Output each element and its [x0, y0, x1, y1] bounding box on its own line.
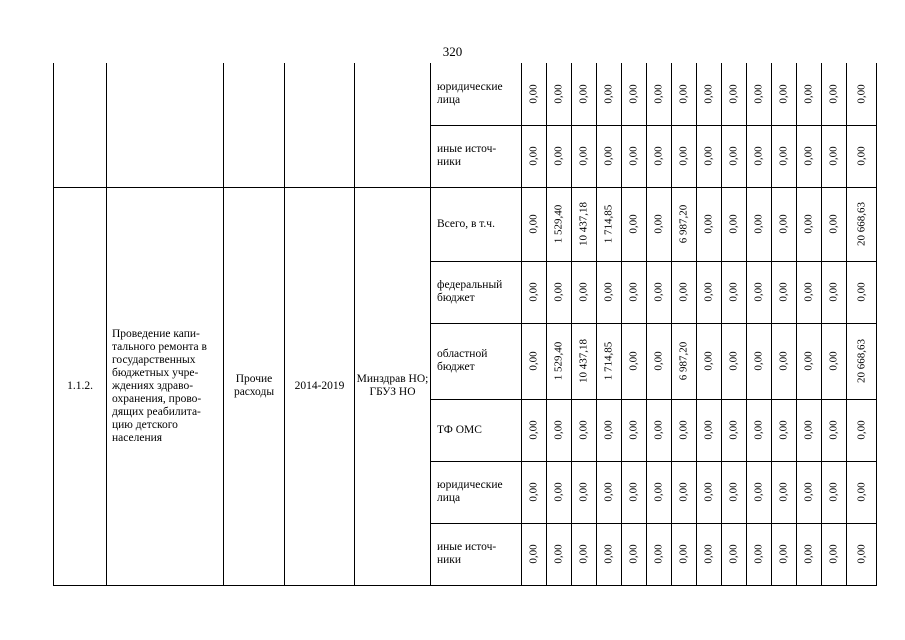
- value-text: 0,00: [627, 544, 640, 564]
- value-cell: [797, 461, 822, 523]
- expense-type-cell: [224, 63, 285, 187]
- value-text: 0,00: [802, 146, 815, 166]
- value-text: 0,00: [777, 214, 790, 234]
- executor-cell: [355, 63, 431, 187]
- value-text: 0,00: [577, 482, 590, 502]
- value-text: 0,00: [777, 482, 790, 502]
- value-cell: [672, 261, 697, 323]
- table-row: [54, 187, 877, 261]
- value-cell: [697, 461, 722, 523]
- value-cell: [722, 125, 747, 187]
- value-cell: [547, 523, 572, 585]
- value-text: 0,00: [552, 420, 565, 440]
- value-text: 0,00: [627, 146, 640, 166]
- value-cell: [797, 323, 822, 399]
- value-text: 0,00: [777, 282, 790, 302]
- value-text: 10 437,18: [577, 339, 590, 383]
- value-cell: [647, 63, 672, 125]
- funding-source-cell: ТФ ОМС: [431, 399, 522, 461]
- value-cell: [797, 187, 822, 261]
- value-text: 0,00: [727, 351, 740, 371]
- value-cell: [522, 125, 547, 187]
- value-text: 0,00: [855, 420, 867, 440]
- value-cell: [722, 63, 747, 125]
- value-cell: [772, 323, 797, 399]
- value-cell: [722, 261, 747, 323]
- value-text: 0,00: [577, 282, 590, 302]
- value-text: 1 714,85: [602, 341, 615, 381]
- value-text: 0,00: [527, 282, 540, 302]
- value-text: 0,00: [827, 544, 840, 564]
- value-cell: [672, 461, 697, 523]
- value-cell: [722, 399, 747, 461]
- value-cell: [547, 399, 572, 461]
- value-text: 0,00: [627, 84, 640, 104]
- value-text: 0,00: [752, 146, 765, 166]
- value-text: 0,00: [802, 544, 815, 564]
- value-cell: [597, 261, 622, 323]
- period-cell: [285, 63, 355, 187]
- value-cell: [547, 63, 572, 125]
- value-cell: [747, 399, 772, 461]
- value-cell: [547, 187, 572, 261]
- value-text: 0,00: [652, 214, 665, 234]
- value-text: 0,00: [752, 214, 765, 234]
- value-cell: [522, 63, 547, 125]
- value-cell: [822, 261, 847, 323]
- value-cell: [622, 261, 647, 323]
- value-text: 6 987,20: [677, 341, 690, 381]
- value-text: 0,00: [602, 482, 615, 502]
- value-cell: [547, 461, 572, 523]
- value-cell: [572, 399, 597, 461]
- value-cell: [572, 323, 597, 399]
- expense-type-cell: Прочие расходы: [224, 187, 285, 585]
- value-text: 0,00: [727, 84, 740, 104]
- value-text: 0,00: [802, 482, 815, 502]
- value-text: 0,00: [602, 84, 615, 104]
- value-cell: [647, 323, 672, 399]
- value-text: 0,00: [527, 351, 540, 371]
- value-text: 0,00: [727, 482, 740, 502]
- value-cell: [697, 523, 722, 585]
- value-cell: [572, 461, 597, 523]
- value-text: 0,00: [802, 282, 815, 302]
- value-cell: [847, 523, 877, 585]
- value-cell: [647, 523, 672, 585]
- value-text: 0,00: [552, 482, 565, 502]
- value-cell: [647, 125, 672, 187]
- value-text: 0,00: [702, 482, 715, 502]
- value-text: 0,00: [677, 146, 690, 166]
- value-cell: [747, 323, 772, 399]
- value-text: 0,00: [577, 420, 590, 440]
- value-text: 0,00: [627, 214, 640, 234]
- value-text: 0,00: [752, 482, 765, 502]
- funding-source-cell: иные источ-ники: [431, 125, 522, 187]
- value-text: 0,00: [777, 84, 790, 104]
- value-cell: [772, 399, 797, 461]
- value-text: 0,00: [702, 214, 715, 234]
- value-text: 0,00: [827, 84, 840, 104]
- funding-source-cell: Всего, в т.ч.: [431, 187, 522, 261]
- value-cell: [697, 399, 722, 461]
- value-cell: [747, 261, 772, 323]
- value-cell: [722, 323, 747, 399]
- value-text: 0,00: [855, 282, 867, 302]
- value-text: 0,00: [727, 420, 740, 440]
- value-cell: [747, 63, 772, 125]
- value-text: 0,00: [527, 482, 540, 502]
- funding-source-cell: федеральный бюджет: [431, 261, 522, 323]
- value-text: 0,00: [627, 482, 640, 502]
- value-text: 0,00: [727, 214, 740, 234]
- page-number: 320: [442, 44, 463, 59]
- value-text: 0,00: [627, 351, 640, 371]
- value-text: 0,00: [552, 544, 565, 564]
- funding-source-cell: юридические лица: [431, 63, 522, 125]
- value-text: 0,00: [577, 146, 590, 166]
- value-cell: [722, 523, 747, 585]
- value-cell: [847, 63, 877, 125]
- item-name-cell: Проведение капи-тального ремонта в государственных бюджетных учре-ждениях здраво-охранения, прово-дящих реабилита-цию детского населения: [107, 187, 224, 585]
- value-cell: [822, 323, 847, 399]
- value-text: 0,00: [652, 351, 665, 371]
- value-text: 0,00: [727, 282, 740, 302]
- value-text: 0,00: [652, 146, 665, 166]
- value-cell: [772, 461, 797, 523]
- value-text: 0,00: [777, 146, 790, 166]
- value-text: 0,00: [652, 482, 665, 502]
- value-text: 1 529,40: [552, 341, 565, 381]
- value-cell: [822, 63, 847, 125]
- value-cell: [772, 187, 797, 261]
- value-text: 1 529,40: [552, 204, 565, 244]
- value-text: 0,00: [855, 544, 867, 564]
- value-cell: [672, 187, 697, 261]
- funding-source-cell: областной бюджет: [431, 323, 522, 399]
- value-cell: [572, 125, 597, 187]
- value-cell: [622, 461, 647, 523]
- value-text: 0,00: [677, 282, 690, 302]
- value-text: 0,00: [652, 84, 665, 104]
- value-cell: [847, 125, 877, 187]
- value-cell: [547, 261, 572, 323]
- value-cell: [747, 187, 772, 261]
- value-text: 20 668,63: [855, 339, 867, 383]
- value-cell: [772, 523, 797, 585]
- value-cell: [797, 261, 822, 323]
- value-cell: [772, 125, 797, 187]
- value-text: 0,00: [827, 482, 840, 502]
- value-cell: [672, 399, 697, 461]
- value-cell: [847, 323, 877, 399]
- value-text: 0,00: [802, 84, 815, 104]
- value-text: 0,00: [752, 84, 765, 104]
- value-cell: [647, 399, 672, 461]
- value-cell: [572, 523, 597, 585]
- value-text: 0,00: [602, 544, 615, 564]
- value-cell: [572, 261, 597, 323]
- value-text: 0,00: [602, 282, 615, 302]
- value-text: 0,00: [677, 420, 690, 440]
- value-cell: [822, 461, 847, 523]
- value-text: 0,00: [855, 146, 867, 166]
- item-number-cell: [54, 63, 107, 187]
- period-cell: 2014-2019: [285, 187, 355, 585]
- value-cell: [622, 323, 647, 399]
- value-cell: [697, 187, 722, 261]
- value-text: 0,00: [827, 420, 840, 440]
- value-text: 0,00: [602, 420, 615, 440]
- value-cell: [597, 187, 622, 261]
- value-cell: [597, 461, 622, 523]
- value-text: 0,00: [527, 420, 540, 440]
- value-text: 0,00: [527, 544, 540, 564]
- value-text: 0,00: [702, 84, 715, 104]
- item-number-cell: 1.1.2.: [54, 187, 107, 585]
- value-cell: [672, 63, 697, 125]
- value-text: 0,00: [527, 146, 540, 166]
- value-text: 0,00: [752, 282, 765, 302]
- value-cell: [647, 187, 672, 261]
- value-cell: [672, 323, 697, 399]
- value-cell: [772, 261, 797, 323]
- funding-source-cell: иные источ-ники: [431, 523, 522, 585]
- value-cell: [622, 399, 647, 461]
- value-text: 0,00: [752, 544, 765, 564]
- item-name-cell: [107, 63, 224, 187]
- value-cell: [822, 125, 847, 187]
- value-cell: [747, 461, 772, 523]
- value-cell: [522, 399, 547, 461]
- value-text: 6 987,20: [677, 204, 690, 244]
- value-cell: [547, 323, 572, 399]
- value-text: 0,00: [627, 420, 640, 440]
- value-text: 0,00: [677, 482, 690, 502]
- value-text: 0,00: [777, 544, 790, 564]
- value-cell: [522, 323, 547, 399]
- value-cell: [822, 399, 847, 461]
- value-text: 0,00: [727, 146, 740, 166]
- value-text: 0,00: [827, 351, 840, 371]
- value-cell: [622, 523, 647, 585]
- value-text: 0,00: [702, 146, 715, 166]
- value-text: 0,00: [527, 214, 540, 234]
- value-text: 0,00: [802, 351, 815, 371]
- value-cell: [647, 461, 672, 523]
- value-text: 0,00: [577, 84, 590, 104]
- value-cell: [597, 523, 622, 585]
- value-cell: [522, 461, 547, 523]
- value-cell: [522, 187, 547, 261]
- value-text: 0,00: [652, 282, 665, 302]
- value-text: 0,00: [552, 84, 565, 104]
- value-text: 0,00: [602, 146, 615, 166]
- value-text: 20 668,63: [855, 202, 867, 246]
- value-cell: [522, 523, 547, 585]
- executor-cell: Минздрав НО; ГБУЗ НО: [355, 187, 431, 585]
- value-cell: [797, 63, 822, 125]
- value-cell: [797, 125, 822, 187]
- value-cell: [722, 461, 747, 523]
- value-cell: [597, 323, 622, 399]
- value-text: 1 714,85: [602, 204, 615, 244]
- value-cell: [797, 399, 822, 461]
- table-row: [54, 63, 877, 125]
- value-cell: [622, 125, 647, 187]
- value-cell: [797, 523, 822, 585]
- value-text: 0,00: [702, 544, 715, 564]
- value-cell: [672, 125, 697, 187]
- value-text: 0,00: [855, 482, 867, 502]
- value-cell: [547, 125, 572, 187]
- value-text: 0,00: [552, 146, 565, 166]
- value-text: 0,00: [855, 84, 867, 104]
- value-cell: [722, 187, 747, 261]
- value-text: 0,00: [677, 544, 690, 564]
- value-text: 0,00: [777, 351, 790, 371]
- value-cell: [822, 187, 847, 261]
- value-cell: [772, 63, 797, 125]
- value-text: 0,00: [527, 84, 540, 104]
- funding-source-cell: юридические лица: [431, 461, 522, 523]
- value-text: 0,00: [777, 420, 790, 440]
- value-cell: [572, 63, 597, 125]
- value-text: 0,00: [552, 282, 565, 302]
- value-cell: [847, 399, 877, 461]
- value-text: 0,00: [702, 420, 715, 440]
- budget-table: [53, 63, 877, 586]
- value-text: 0,00: [802, 420, 815, 440]
- value-cell: [697, 63, 722, 125]
- value-cell: [597, 399, 622, 461]
- value-cell: [572, 187, 597, 261]
- value-cell: [672, 523, 697, 585]
- value-text: 0,00: [652, 420, 665, 440]
- value-cell: [747, 125, 772, 187]
- value-cell: [597, 63, 622, 125]
- value-text: 0,00: [827, 282, 840, 302]
- value-text: 0,00: [627, 282, 640, 302]
- value-text: 0,00: [652, 544, 665, 564]
- value-cell: [647, 261, 672, 323]
- value-text: 0,00: [577, 544, 590, 564]
- value-text: 0,00: [727, 544, 740, 564]
- value-cell: [697, 125, 722, 187]
- value-cell: [622, 187, 647, 261]
- value-cell: [622, 63, 647, 125]
- value-text: 0,00: [802, 214, 815, 234]
- value-text: 0,00: [752, 351, 765, 371]
- value-cell: [697, 323, 722, 399]
- value-cell: [847, 261, 877, 323]
- value-cell: [747, 523, 772, 585]
- value-text: 0,00: [702, 351, 715, 371]
- value-text: 0,00: [827, 146, 840, 166]
- value-text: 10 437,18: [577, 202, 590, 246]
- value-cell: [847, 461, 877, 523]
- value-cell: [522, 261, 547, 323]
- value-cell: [822, 523, 847, 585]
- value-text: 0,00: [752, 420, 765, 440]
- value-cell: [597, 125, 622, 187]
- value-text: 0,00: [702, 282, 715, 302]
- value-cell: [847, 187, 877, 261]
- value-cell: [697, 261, 722, 323]
- value-text: 0,00: [827, 214, 840, 234]
- value-text: 0,00: [677, 84, 690, 104]
